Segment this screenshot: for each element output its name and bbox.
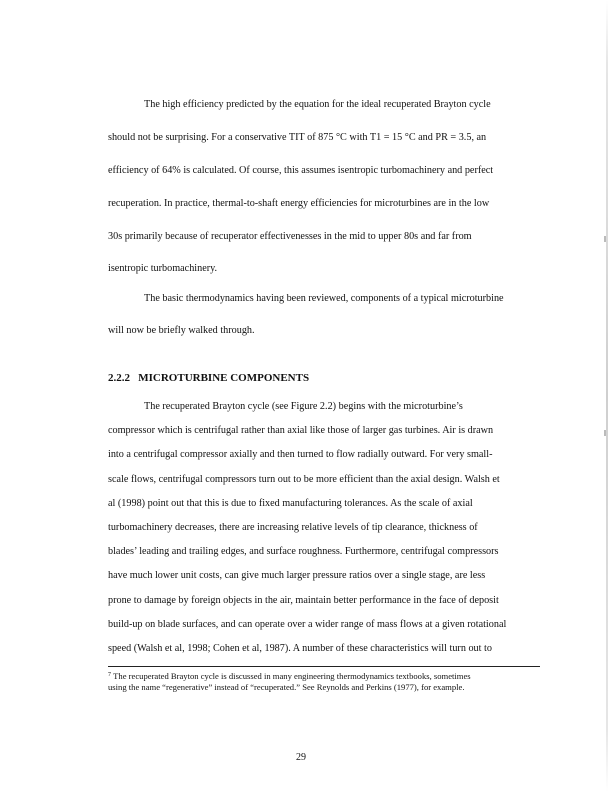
paragraph-3-line-6: turbomachinery decreases, there are increasing relative levels of tip clearance, thickness of [108,522,478,533]
paragraph-3-line-5: al (1998) point out that this is due to fixed manufacturing tolerances. As the scale of axial [108,497,473,509]
paragraph-1-line-4: recuperation. In practice, thermal-to-shaft energy efficiencies for microturbines are in the low [108,198,490,209]
paragraph-3-line-7: blades’ leading and trailing edges, and surface roughness. Furthermore, centrifugal compressors [108,546,499,558]
paragraph-3-line-8: have much lower unit costs, can give much larger pressure ratios over a single stage, are less [108,570,486,582]
paragraph-1-line-2: should not be surprising. For a conservative TIT of 875 °C with T1 = 15 °C and PR = 3.5, an [108,132,487,143]
paragraph-3-line-3: into a centrifugal compressor axially and then turned to flow radially outward. For very small- [108,449,493,461]
edge-mark-2 [604,430,606,436]
footnote-line-2: using the name “regenerative” instead of “recuperated.” See Reynolds and Perkins (1977), for example. [108,682,465,692]
footnote-text-1: The recuperated Brayton cycle is discussed in many engineering thermodynamics textbooks, sometimes [113,671,471,681]
edge-mark-1 [604,236,606,242]
section-heading: 2.2.2 MICROTURBINE COMPONENTS [108,372,310,384]
page-number: 29 [296,752,306,763]
paragraph-2-line-2: will now be briefly walked through. [108,325,255,336]
paragraph-1-line-1: The high efficiency predicted by the equation for the ideal recuperated Brayton cycle [144,99,491,110]
footnote-marker: 7 [108,672,111,678]
page-edge-shadow [606,0,608,792]
paragraph-3-line-1: The recuperated Brayton cycle (see Figure 2.2) begins with the microturbine’s [144,401,463,412]
paragraph-3-line-9: prone to damage by foreign objects in the air, maintain better performance in the face of deposit [108,594,499,606]
paragraph-3-line-2: compressor which is centrifugal rather than axial like those of larger gas turbines. Air is drawn [108,425,494,437]
paragraph-3-line-4: scale flows, centrifugal compressors turn out to be more efficient than the axial design. Walsh et [108,473,500,485]
paragraph-1-line-6: isentropic turbomachinery. [108,263,218,274]
paragraph-3-line-10: build-up on blade surfaces, and can operate over a wider range of mass flows at a given rotational [108,618,507,630]
paragraph-1-line-5: 30s primarily because of recuperator effectivenesses in the mid to upper 80s and far from [108,231,472,242]
paragraph-3-line-11: speed (Walsh et al, 1998; Cohen et al, 1987). A number of these characteristics will turn out to [108,643,492,654]
footnote-line-1 [108,670,538,682]
paragraph-1-line-3: efficiency of 64% is calculated. Of course, this assumes isentropic turbomachinery and perfect [108,165,494,176]
footnote-rule [108,666,540,667]
paragraph-2-line-1: The basic thermodynamics having been reviewed, components of a typical microturbine [144,293,504,304]
